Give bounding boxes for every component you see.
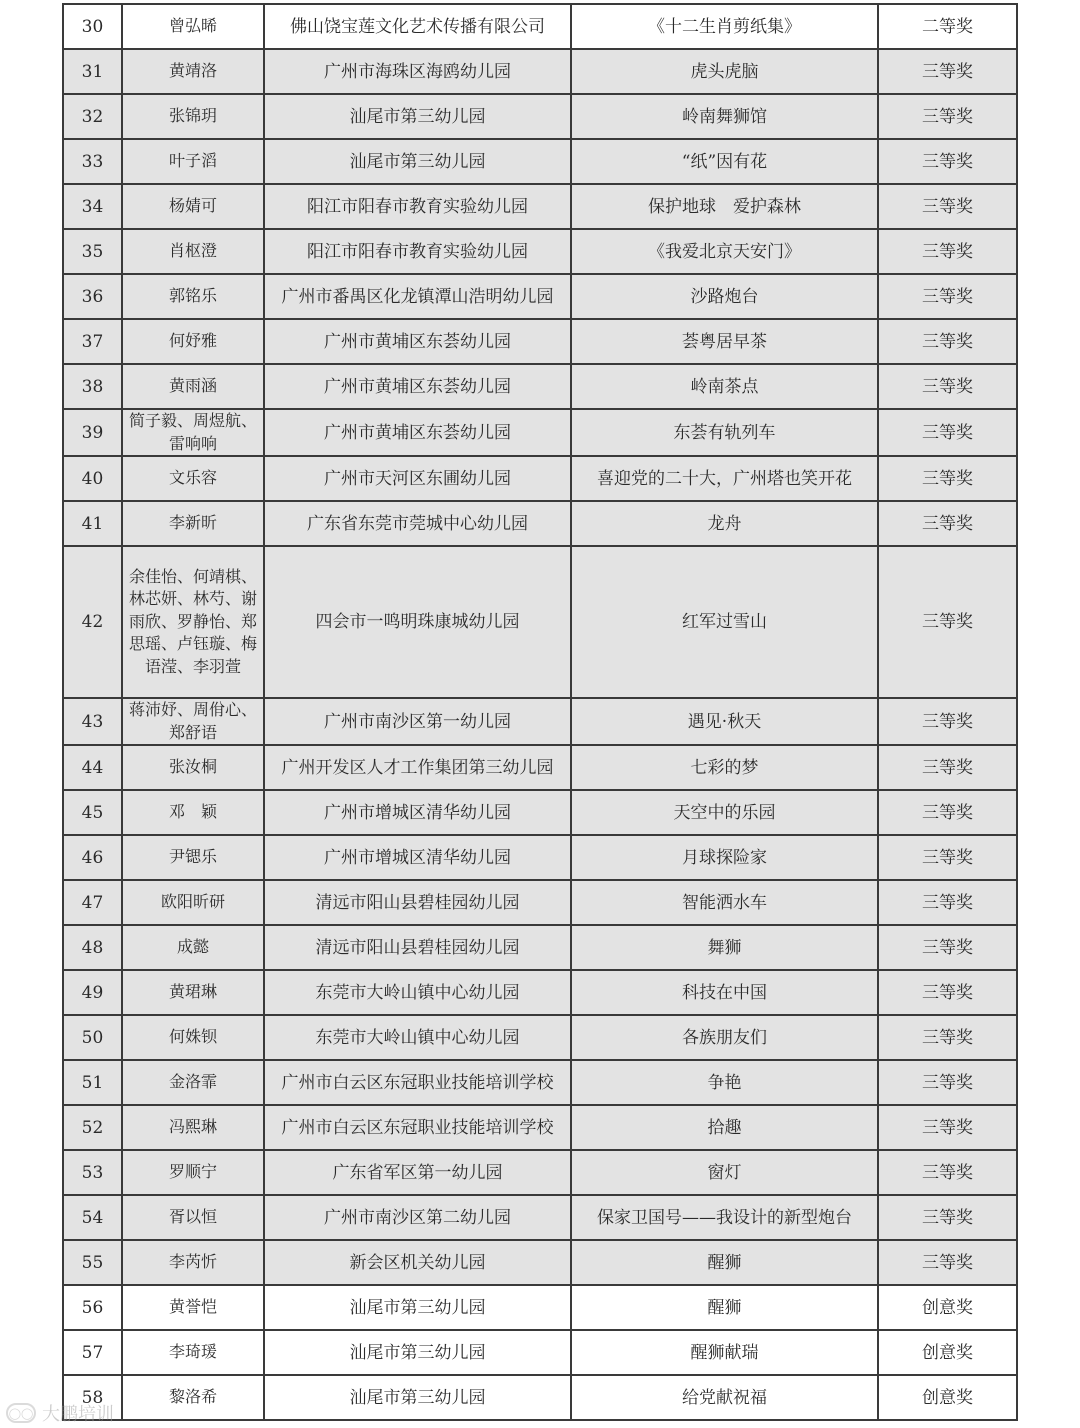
- cell-award: 三等奖: [878, 364, 1017, 409]
- cell-work-title: 虎头虎脑: [571, 49, 878, 94]
- cell-number: 34: [63, 184, 122, 229]
- table-row: [63, 1285, 1017, 1330]
- cell-number: 54: [63, 1195, 122, 1240]
- cell-name: 黄珺琳: [122, 970, 264, 1015]
- cell-number: 47: [63, 880, 122, 925]
- table-row: [63, 319, 1017, 364]
- table-row: [63, 1330, 1017, 1375]
- table-row: [63, 4, 1017, 49]
- cell-number: 57: [63, 1330, 122, 1375]
- cell-unit: 广州市黄埔区东荟幼儿园: [264, 364, 571, 409]
- cell-unit: 阳江市阳春市教育实验幼儿园: [264, 229, 571, 274]
- cell-award: 创意奖: [878, 1375, 1017, 1420]
- cell-work-title: 拾趣: [571, 1105, 878, 1150]
- cell-award: 三等奖: [878, 1105, 1017, 1150]
- cell-name: 金洛霏: [122, 1060, 264, 1105]
- cell-unit: 汕尾市第三幼儿园: [264, 94, 571, 139]
- cell-work-title: 舞狮: [571, 925, 878, 970]
- cell-award: 三等奖: [878, 409, 1017, 456]
- cell-unit: 汕尾市第三幼儿园: [264, 139, 571, 184]
- cell-name: 黄靖洛: [122, 49, 264, 94]
- cell-unit: 汕尾市第三幼儿园: [264, 1375, 571, 1420]
- cell-award: 三等奖: [878, 790, 1017, 835]
- cell-award: 二等奖: [878, 4, 1017, 49]
- cell-number: 55: [63, 1240, 122, 1285]
- cell-work-title: 喜迎党的二十大，广州塔也笑开花: [571, 456, 878, 501]
- cell-unit: 广州开发区人才工作集团第三幼儿园: [264, 745, 571, 790]
- cell-work-title: 天空中的乐园: [571, 790, 878, 835]
- cell-number: 53: [63, 1150, 122, 1195]
- cell-work-title: 《十二生肖剪纸集》: [571, 4, 878, 49]
- cell-work-title: “纸”因有花: [571, 139, 878, 184]
- cell-award: 三等奖: [878, 835, 1017, 880]
- cell-number: 56: [63, 1285, 122, 1330]
- cell-number: 43: [63, 698, 122, 745]
- award-table: [62, 3, 1018, 1421]
- cell-name: 余佳怡、何靖棋、林芯妍、林芍、谢雨欣、罗静怡、郑思瑶、卢钰璇、梅语滢、李羽萱: [122, 546, 264, 698]
- cell-unit: 广州市白云区东冠职业技能培训学校: [264, 1105, 571, 1150]
- cell-work-title: 龙舟: [571, 501, 878, 546]
- cell-name: 李新昕: [122, 501, 264, 546]
- cell-unit: 清远市阳山县碧桂园幼儿园: [264, 925, 571, 970]
- table-row: [63, 409, 1017, 456]
- table-row: [63, 139, 1017, 184]
- cell-number: 51: [63, 1060, 122, 1105]
- table-row: [63, 1240, 1017, 1285]
- cell-number: 37: [63, 319, 122, 364]
- cell-award: 三等奖: [878, 1060, 1017, 1105]
- cell-unit: 广州市黄埔区东荟幼儿园: [264, 409, 571, 456]
- cell-work-title: 遇见·秋天: [571, 698, 878, 745]
- cell-award: 三等奖: [878, 501, 1017, 546]
- table-row: [63, 274, 1017, 319]
- cell-unit: 广州市白云区东冠职业技能培训学校: [264, 1060, 571, 1105]
- cell-unit: 广东省军区第一幼儿园: [264, 1150, 571, 1195]
- table-row: [63, 790, 1017, 835]
- cell-work-title: 争艳: [571, 1060, 878, 1105]
- cell-work-title: 保家卫国号——我设计的新型炮台: [571, 1195, 878, 1240]
- cell-work-title: 保护地球 爱护森林: [571, 184, 878, 229]
- cell-award: 三等奖: [878, 319, 1017, 364]
- cell-work-title: 红军过雪山: [571, 546, 878, 698]
- cell-work-title: 醒狮: [571, 1285, 878, 1330]
- cell-number: 35: [63, 229, 122, 274]
- cell-number: 49: [63, 970, 122, 1015]
- cell-award: 三等奖: [878, 1150, 1017, 1195]
- cell-name: 蒋沛妤、周佾心、郑舒语: [122, 698, 264, 745]
- table-row: [63, 501, 1017, 546]
- table-row: [63, 1060, 1017, 1105]
- watermark: [6, 1400, 114, 1426]
- cell-award: 创意奖: [878, 1285, 1017, 1330]
- cell-number: 31: [63, 49, 122, 94]
- cell-name: 叶子滔: [122, 139, 264, 184]
- table-row: [63, 835, 1017, 880]
- cell-name: 成懿: [122, 925, 264, 970]
- cell-unit: 广东省东莞市莞城中心幼儿园: [264, 501, 571, 546]
- cell-name: 文乐容: [122, 456, 264, 501]
- cell-work-title: 智能洒水车: [571, 880, 878, 925]
- cell-work-title: 科技在中国: [571, 970, 878, 1015]
- cell-number: 40: [63, 456, 122, 501]
- cell-number: 50: [63, 1015, 122, 1060]
- table-row: [63, 925, 1017, 970]
- cell-award: 三等奖: [878, 1240, 1017, 1285]
- cell-name: 张汝桐: [122, 745, 264, 790]
- cell-unit: 广州市南沙区第一幼儿园: [264, 698, 571, 745]
- cell-work-title: 各族朋友们: [571, 1015, 878, 1060]
- cell-number: 38: [63, 364, 122, 409]
- table-row: [63, 698, 1017, 745]
- table-row: [63, 364, 1017, 409]
- cell-number: 42: [63, 546, 122, 698]
- table-row: [63, 1015, 1017, 1060]
- cell-unit: 广州市天河区东圃幼儿园: [264, 456, 571, 501]
- cell-award: 三等奖: [878, 139, 1017, 184]
- cell-award: 三等奖: [878, 698, 1017, 745]
- cell-work-title: 岭南舞狮馆: [571, 94, 878, 139]
- cell-work-title: 月球探险家: [571, 835, 878, 880]
- cell-award: 三等奖: [878, 880, 1017, 925]
- watermark-text: 大鹏培训: [42, 1404, 114, 1425]
- cell-number: 58: [63, 1375, 122, 1420]
- cell-name: 李芮忻: [122, 1240, 264, 1285]
- cell-unit: 东莞市大岭山镇中心幼儿园: [264, 1015, 571, 1060]
- cell-award: 三等奖: [878, 1195, 1017, 1240]
- cell-name: 杨婧可: [122, 184, 264, 229]
- cell-work-title: 东荟有轨列车: [571, 409, 878, 456]
- cell-unit: 阳江市阳春市教育实验幼儿园: [264, 184, 571, 229]
- cell-award: 三等奖: [878, 229, 1017, 274]
- cell-name: 何姝钡: [122, 1015, 264, 1060]
- cell-unit: 佛山饶宝莲文化艺术传播有限公司: [264, 4, 571, 49]
- cell-name: 冯熙琳: [122, 1105, 264, 1150]
- cell-unit: 广州市海珠区海鸥幼儿园: [264, 49, 571, 94]
- cell-unit: 清远市阳山县碧桂园幼儿园: [264, 880, 571, 925]
- watermark-logo-icon: ◯◯: [6, 1403, 36, 1423]
- cell-name: 黎洛希: [122, 1375, 264, 1420]
- table-body: [63, 4, 1017, 1420]
- cell-number: 30: [63, 4, 122, 49]
- cell-award: 创意奖: [878, 1330, 1017, 1375]
- table-row: [63, 456, 1017, 501]
- cell-unit: 广州市增城区清华幼儿园: [264, 790, 571, 835]
- cell-unit: 四会市一鸣明珠康城幼儿园: [264, 546, 571, 698]
- cell-name: 欧阳昕研: [122, 880, 264, 925]
- cell-award: 三等奖: [878, 456, 1017, 501]
- table-row: [63, 745, 1017, 790]
- cell-number: 32: [63, 94, 122, 139]
- cell-work-title: 给党献祝福: [571, 1375, 878, 1420]
- cell-work-title: 沙路炮台: [571, 274, 878, 319]
- cell-award: 三等奖: [878, 745, 1017, 790]
- cell-award: 三等奖: [878, 49, 1017, 94]
- cell-number: 44: [63, 745, 122, 790]
- cell-name: 李琦瑗: [122, 1330, 264, 1375]
- cell-work-title: 醒狮: [571, 1240, 878, 1285]
- cell-number: 46: [63, 835, 122, 880]
- cell-number: 39: [63, 409, 122, 456]
- cell-work-title: 七彩的梦: [571, 745, 878, 790]
- cell-name: 肖枢澄: [122, 229, 264, 274]
- cell-work-title: 醒狮献瑞: [571, 1330, 878, 1375]
- cell-unit: 东莞市大岭山镇中心幼儿园: [264, 970, 571, 1015]
- table-row: [63, 970, 1017, 1015]
- table-row: [63, 184, 1017, 229]
- cell-name: 郭铭乐: [122, 274, 264, 319]
- cell-award: 三等奖: [878, 94, 1017, 139]
- table-row: [63, 49, 1017, 94]
- cell-unit: 广州市增城区清华幼儿园: [264, 835, 571, 880]
- cell-name: 胥以恒: [122, 1195, 264, 1240]
- cell-award: 三等奖: [878, 184, 1017, 229]
- cell-unit: 新会区机关幼儿园: [264, 1240, 571, 1285]
- cell-award: 三等奖: [878, 546, 1017, 698]
- table-row: [63, 546, 1017, 698]
- cell-number: 36: [63, 274, 122, 319]
- cell-number: 48: [63, 925, 122, 970]
- table-row: [63, 1375, 1017, 1420]
- cell-award: 三等奖: [878, 274, 1017, 319]
- cell-name: 罗顺宁: [122, 1150, 264, 1195]
- cell-unit: 汕尾市第三幼儿园: [264, 1285, 571, 1330]
- cell-name: 张锦玥: [122, 94, 264, 139]
- cell-unit: 汕尾市第三幼儿园: [264, 1330, 571, 1375]
- table-row: [63, 1105, 1017, 1150]
- cell-name: 曾弘晞: [122, 4, 264, 49]
- table-row: [63, 94, 1017, 139]
- cell-name: 黄誉恺: [122, 1285, 264, 1330]
- cell-work-title: 窗灯: [571, 1150, 878, 1195]
- table-row: [63, 880, 1017, 925]
- cell-name: 何妤雅: [122, 319, 264, 364]
- cell-unit: 广州市南沙区第二幼儿园: [264, 1195, 571, 1240]
- cell-number: 52: [63, 1105, 122, 1150]
- cell-name: 尹锶乐: [122, 835, 264, 880]
- table-row: [63, 1195, 1017, 1240]
- cell-name: 黄雨涵: [122, 364, 264, 409]
- cell-name: 简子毅、周煜航、雷响响: [122, 409, 264, 456]
- cell-unit: 广州市番禺区化龙镇潭山浩明幼儿园: [264, 274, 571, 319]
- cell-work-title: 《我爱北京天安门》: [571, 229, 878, 274]
- cell-work-title: 荟粤居早茶: [571, 319, 878, 364]
- table-row: [63, 229, 1017, 274]
- cell-award: 三等奖: [878, 925, 1017, 970]
- cell-award: 三等奖: [878, 970, 1017, 1015]
- cell-number: 41: [63, 501, 122, 546]
- cell-work-title: 岭南茶点: [571, 364, 878, 409]
- cell-number: 45: [63, 790, 122, 835]
- cell-unit: 广州市黄埔区东荟幼儿园: [264, 319, 571, 364]
- cell-name: 邓 颖: [122, 790, 264, 835]
- cell-number: 33: [63, 139, 122, 184]
- table-row: [63, 1150, 1017, 1195]
- cell-award: 三等奖: [878, 1015, 1017, 1060]
